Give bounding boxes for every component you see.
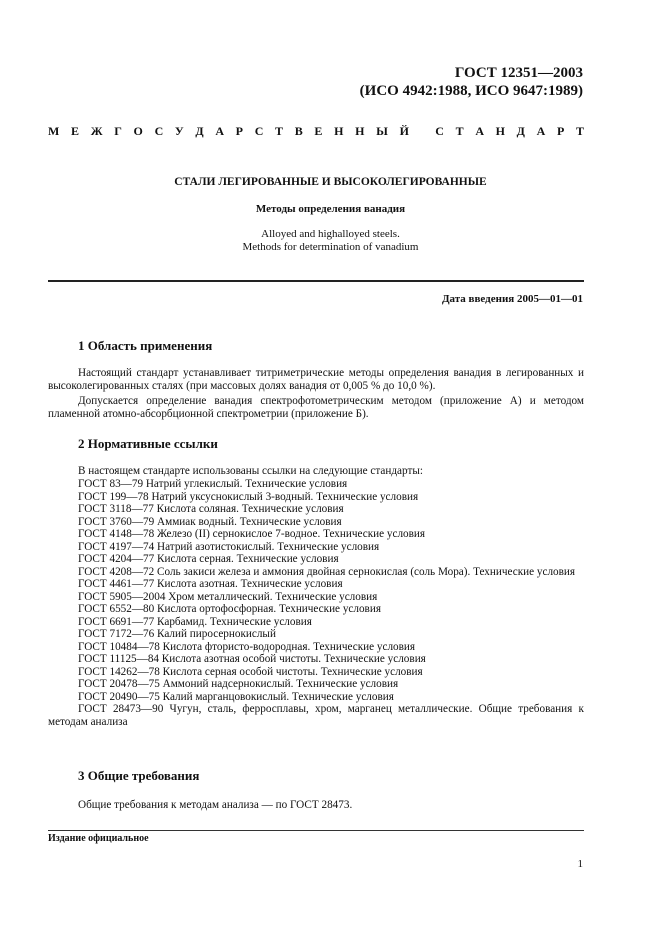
- banner-letter: С: [435, 124, 444, 138]
- reference-item: ГОСТ 4461—77 Кислота азотная. Технические условия: [78, 578, 343, 590]
- banner-letter: В: [294, 124, 303, 138]
- english-title-line2: Methods for determination of vanadium: [242, 241, 419, 253]
- banner-letter: Т: [455, 124, 464, 138]
- banner-letter: Е: [314, 124, 323, 138]
- section-1-heading: 1 Область применения: [78, 338, 213, 353]
- reference-item: ГОСТ 7172—76 Калий пиросернокислый: [78, 628, 276, 640]
- banner-letter: [421, 124, 424, 139]
- banner-letter: Н: [495, 124, 505, 138]
- iso-equivalent: (ИСО 4942:1988, ИСО 9647:1989): [359, 83, 583, 99]
- banner-letter: Д: [195, 124, 204, 138]
- banner-letter: Т: [275, 124, 284, 138]
- reference-item: ГОСТ 6552—80 Кислота ортофосфорная. Технические условия: [78, 603, 381, 615]
- section-1-paragraph-1: Настоящий стандарт устанавливает титриметрические методы определения ванадия в легированных и высоколегированных сталях (при массовых долях ванадия от 0,005 % до 10,0 %).: [48, 367, 584, 392]
- banner-letter: Й: [399, 124, 409, 138]
- banner-letter: Т: [575, 124, 584, 138]
- official-edition-label: Издание официальное: [48, 833, 149, 844]
- interstate-standard-banner: [48, 124, 584, 139]
- reference-item: ГОСТ 4197—74 Натрий азотистокислый. Технические условия: [78, 540, 380, 553]
- reference-item: ГОСТ 14262—78 Кислота серная особой чистоты. Технические условия: [78, 665, 423, 678]
- document-subtitle: Методы определения ванадия: [255, 203, 406, 215]
- reference-item: ГОСТ 10484—78 Кислота фтористо-водородная. Технические условия: [78, 640, 416, 653]
- reference-item: ГОСТ 11125—84 Кислота азотная особой чистоты. Технические условия: [78, 653, 426, 665]
- page-number: 1: [577, 858, 583, 870]
- section-1-paragraph-2: Допускается определение ванадия спектрофотометрическим методом (приложение А) и методом пламенной атомно-абсорбционной спектрометрии (приложение Б).: [48, 395, 584, 420]
- banner-letter: Р: [556, 124, 565, 138]
- banner-letter: Е: [71, 124, 80, 138]
- normative-references-list: [48, 478, 584, 728]
- reference-item: ГОСТ 83—79 Натрий углекислый. Технические условия: [78, 478, 348, 490]
- reference-item: ГОСТ 4148—78 Железо (II) сернокислое 7-водное. Технические условия: [78, 528, 426, 540]
- document-title: СТАЛИ ЛЕГИРОВАННЫЕ И ВЫСОКОЛЕГИРОВАННЫЕ: [174, 176, 487, 188]
- section-3-heading: 3 Общие требования: [78, 768, 200, 783]
- document-code: ГОСТ 12351—2003: [454, 65, 583, 81]
- banner-letter: Ж: [90, 124, 103, 138]
- banner-letter: С: [254, 124, 264, 138]
- banner-letter: Г: [114, 124, 122, 138]
- footer-divider: [48, 830, 584, 831]
- reference-item: ГОСТ 20478—75 Аммоний надсернокислый. Технические условия: [78, 678, 399, 690]
- title-divider: [48, 280, 584, 282]
- banner-letter: Ы: [376, 124, 388, 138]
- reference-item: ГОСТ 20490—75 Калий марганцовокислый. Технические условия: [78, 690, 394, 703]
- reference-item: ГОСТ 6691—77 Карбамид. Технические условия: [78, 615, 312, 628]
- reference-item: ГОСТ 3118—77 Кислота соляная. Технические условия: [78, 503, 344, 515]
- banner-letter: У: [174, 124, 184, 138]
- english-title-line1: Alloyed and highalloyed steels.: [261, 228, 400, 240]
- banner-letter: О: [133, 124, 143, 138]
- reference-item: ГОСТ 4208—72 Соль закиси железа и аммония двойная сернокислая (соль Мора). Технические условия: [78, 565, 576, 578]
- section-3-paragraph: Общие требования к методам анализа — по ГОСТ 28473.: [78, 799, 353, 811]
- section-2-intro: В настоящем стандарте использованы ссылки на следующие стандарты:: [78, 465, 423, 477]
- reference-item: ГОСТ 199—78 Натрий уксуснокислый 3-водный. Технические условия: [78, 490, 419, 503]
- reference-item: ГОСТ 3760—79 Аммиак водный. Технические условия: [78, 515, 342, 528]
- banner-letter: М: [48, 124, 60, 138]
- banner-letter: Р: [235, 124, 244, 138]
- reference-item: ГОСТ 5905—2004 Хром металлический. Технические условия: [78, 590, 378, 603]
- banner-letter: С: [154, 124, 164, 138]
- banner-letter: А: [536, 124, 546, 138]
- section-2-heading: 2 Нормативные ссылки: [78, 436, 218, 451]
- banner-letter: А: [215, 124, 224, 138]
- reference-item: ГОСТ 4204—77 Кислота серная. Технические условия: [78, 553, 339, 565]
- introduction-date: Дата введения 2005—01—01: [441, 293, 583, 305]
- banner-letter: Д: [516, 124, 525, 138]
- banner-letter: Н: [355, 124, 365, 138]
- banner-letter: А: [475, 124, 484, 138]
- banner-letter: Н: [334, 124, 344, 138]
- reference-item: ГОСТ 28473—90 Чугун, сталь, ферросплавы, хром, марганец металлические. Общие требования к методам анализа: [48, 703, 584, 728]
